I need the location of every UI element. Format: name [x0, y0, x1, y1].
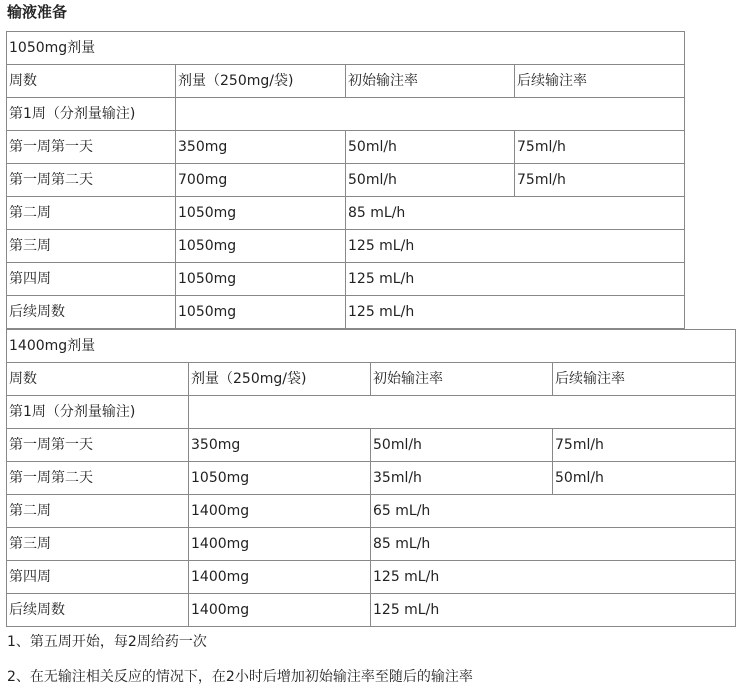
header-cell: 初始输注率	[371, 363, 553, 396]
table-cell: 1050mg	[176, 230, 346, 263]
table-cell: 125 mL/h	[346, 296, 685, 329]
header-cell: 初始输注率	[346, 65, 515, 98]
table-row	[7, 561, 736, 594]
empty-cell	[189, 396, 736, 429]
footnote-2: 2、在无输注相关反应的情况下，在2小时后增加初始输注率至随后的输注率	[7, 669, 473, 685]
table-cell: 350mg	[176, 131, 346, 164]
table-cell: 350mg	[189, 429, 371, 462]
table-cell: 50ml/h	[346, 164, 515, 197]
table-cell: 50ml/h	[371, 429, 553, 462]
table-cell: 1400mg	[189, 528, 371, 561]
table-cell: 125 mL/h	[346, 263, 685, 296]
table-cell: 1050mg	[176, 296, 346, 329]
table-cell: 1400mg	[189, 594, 371, 627]
footnote-1: 1、第五周开始，每2周给药一次	[7, 634, 207, 650]
table-cell: 50ml/h	[346, 131, 515, 164]
table-row	[7, 429, 736, 462]
table-cell: 1050mg	[176, 197, 346, 230]
table-cell: 后续周数	[7, 594, 189, 627]
table-header-row	[7, 363, 736, 396]
header-cell: 周数	[7, 65, 176, 98]
table-cell: 第四周	[7, 263, 176, 296]
header-cell: 后续输注率	[553, 363, 736, 396]
table-row	[7, 528, 736, 561]
table-row	[7, 462, 736, 495]
table-cell: 第一周第一天	[7, 131, 176, 164]
table-cell: 第三周	[7, 230, 176, 263]
header-cell: 剂量（250mg/袋)	[189, 363, 371, 396]
table-cell: 1050mg	[176, 263, 346, 296]
header-cell: 周数	[7, 363, 189, 396]
table-cell: 85 mL/h	[346, 197, 685, 230]
table-cell: 125 mL/h	[346, 230, 685, 263]
table-cell: 65 mL/h	[371, 495, 736, 528]
table-row	[7, 495, 736, 528]
section-title: 输液准备	[7, 3, 68, 21]
table-row	[7, 197, 685, 230]
table-cell: 75ml/h	[553, 429, 736, 462]
week1-label: 第1周（分剂量输注)	[7, 396, 189, 429]
table-cell: 1050mg	[189, 462, 371, 495]
table-cell: 125 mL/h	[371, 561, 736, 594]
table-row	[7, 396, 736, 429]
table-cell: 第三周	[7, 528, 189, 561]
table-row	[7, 594, 736, 627]
table-cell: 1400mg	[189, 561, 371, 594]
empty-cell	[176, 98, 685, 131]
table-cell: 第二周	[7, 197, 176, 230]
table-cell: 75ml/h	[515, 164, 685, 197]
table-cell: 后续周数	[7, 296, 176, 329]
table-row	[7, 263, 685, 296]
header-cell: 剂量（250mg/袋)	[176, 65, 346, 98]
table-row	[7, 131, 685, 164]
table-title-row	[7, 32, 685, 65]
table-header-row	[7, 65, 685, 98]
table-cell: 第二周	[7, 495, 189, 528]
table-cell: 第一周第一天	[7, 429, 189, 462]
table-cell: 第一周第二天	[7, 164, 176, 197]
table-row	[7, 98, 685, 131]
header-cell: 后续输注率	[515, 65, 685, 98]
table-cell: 第一周第二天	[7, 462, 189, 495]
table-cell: 35ml/h	[371, 462, 553, 495]
table-row	[7, 230, 685, 263]
table-cell: 1400mg	[189, 495, 371, 528]
table-cell: 125 mL/h	[371, 594, 736, 627]
week1-label: 第1周（分剂量输注)	[7, 98, 176, 131]
table-cell: 700mg	[176, 164, 346, 197]
table-row	[7, 296, 685, 329]
table-row	[7, 164, 685, 197]
table-cell: 第四周	[7, 561, 189, 594]
table-cell: 75ml/h	[515, 131, 685, 164]
dose-table-1400mg	[6, 329, 736, 627]
table-cell: 85 mL/h	[371, 528, 736, 561]
table-title-row	[7, 330, 736, 363]
table-cell: 50ml/h	[553, 462, 736, 495]
dose-heading: 1400mg剂量	[7, 330, 736, 363]
dose-heading: 1050mg剂量	[7, 32, 685, 65]
dose-table-1050mg	[6, 31, 685, 329]
